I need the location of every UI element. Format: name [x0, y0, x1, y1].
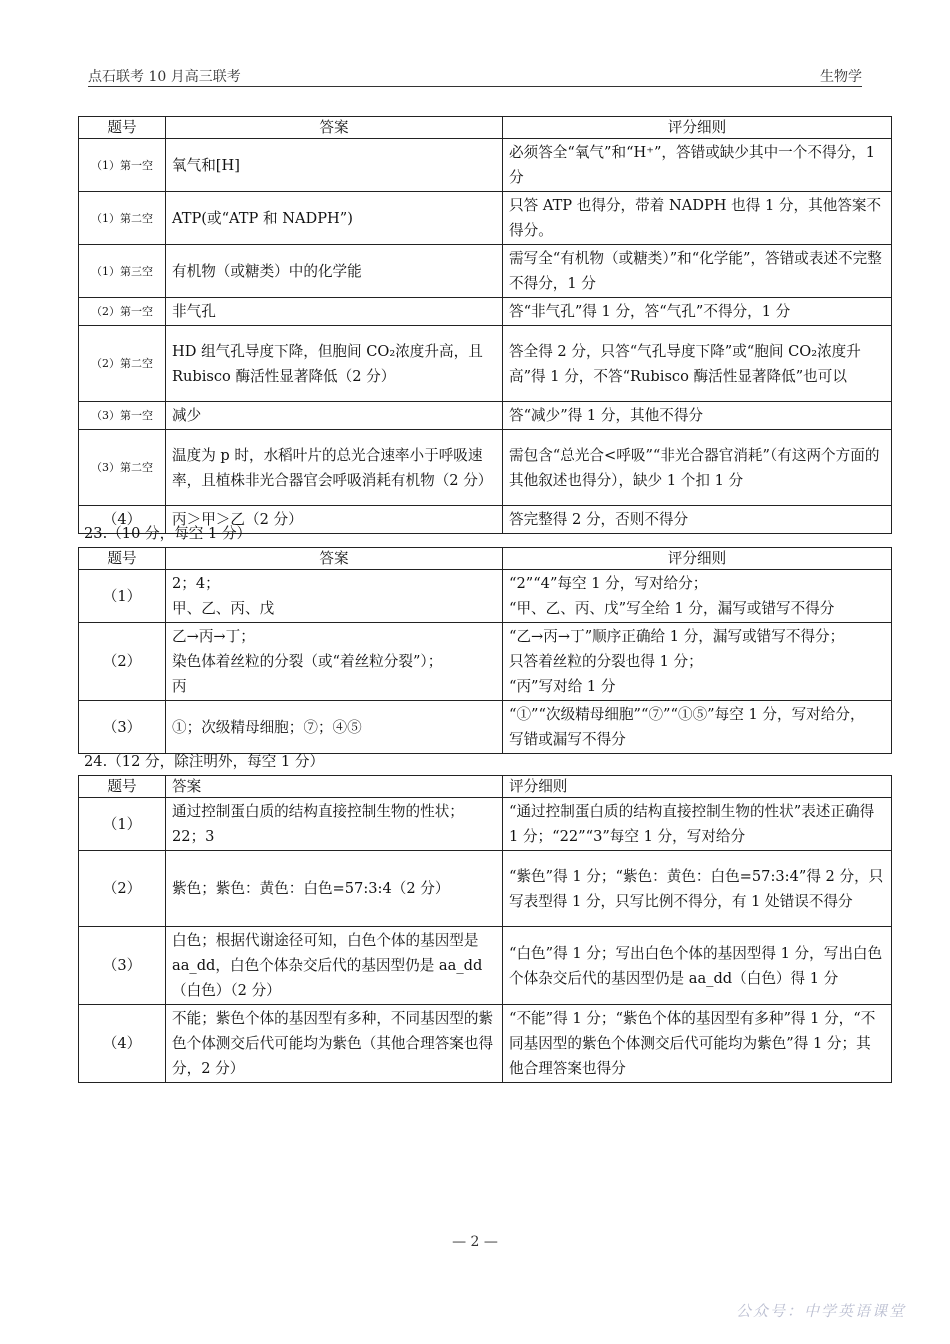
rule-line: “2”“4”每空 1 分，写对给分； [509, 575, 708, 592]
table-row [79, 1005, 892, 1083]
table-q24 [78, 775, 892, 1083]
rule-cell [503, 701, 892, 754]
rule-line: 写错或漏写不得分 [509, 731, 626, 748]
col-answer-header: 答案 [166, 548, 503, 570]
table-row [79, 927, 892, 1005]
question-number: （2）第一空 [79, 298, 166, 326]
table-header-row [79, 776, 892, 798]
rule-cell: 答“非气孔”得 1 分，答“气孔”不得分，1 分 [503, 298, 892, 326]
answer-cell: 非气孔 [166, 298, 503, 326]
table-row [79, 430, 892, 506]
question-number: （1） [79, 570, 166, 623]
answer-line: 染色体着丝粒的分裂（或“着丝粒分裂”）； [172, 653, 443, 670]
question-number: （1）第二空 [79, 192, 166, 245]
rule-cell [503, 623, 892, 701]
col-answer-header: 答案 [166, 117, 503, 139]
answer-cell: 有机物（或糖类）中的化学能 [166, 245, 503, 298]
answer-cell: 通过控制蛋白质的结构直接控制生物的性状；22；3 [166, 798, 503, 851]
question-number: （1）第三空 [79, 245, 166, 298]
table-row [79, 570, 892, 623]
col-rule-header: 评分细则 [503, 548, 892, 570]
answer-line: 乙→丙→丁； [172, 628, 255, 645]
section-24-label: 24.（12 分，除注明外，每空 1 分） [84, 753, 325, 770]
question-number: （3）第一空 [79, 402, 166, 430]
answer-line: 甲、乙、丙、戊 [172, 600, 275, 617]
answer-cell: 温度为 p 时，水稻叶片的总光合速率小于呼吸速率，且植株非光合器官会呼吸消耗有机物（2 分） [166, 430, 503, 506]
answer-line: ①；次级精母细胞；⑦；④⑤ [172, 718, 362, 736]
rule-cell: 答“减少”得 1 分，其他不得分 [503, 402, 892, 430]
col-num-header: 题号 [79, 776, 166, 798]
question-number: （3）第二空 [79, 430, 166, 506]
question-number: （4） [79, 506, 166, 534]
table-row [79, 798, 892, 851]
section-23-label: 23.（10 分，每空 1 分） [84, 525, 252, 542]
rule-cell: 必须答全“氧气”和“H⁺”，答错或缺少其中一个不得分，1 分 [503, 139, 892, 192]
rule-cell: “通过控制蛋白质的结构直接控制生物的性状”表述正确得 1 分；“22”“3”每空 1 分，写对给分 [503, 798, 892, 851]
table-header-row [79, 548, 892, 570]
table-row [79, 851, 892, 927]
table-row [79, 192, 892, 245]
question-number: （3） [79, 701, 166, 754]
col-answer-header: 答案 [166, 776, 503, 798]
table-row [79, 701, 892, 754]
col-rule-header: 评分细则 [503, 117, 892, 139]
question-number: （2） [79, 851, 166, 927]
rule-line: 只答着丝粒的分裂也得 1 分； [509, 653, 703, 670]
answer-cell: 减少 [166, 402, 503, 430]
answer-cell: 丙＞甲＞乙（2 分） [166, 506, 503, 534]
answer-cell: ATP(或“ATP 和 NADPH”) [166, 192, 503, 245]
page-header [88, 64, 862, 87]
answer-line: 2；4； [172, 575, 220, 592]
table-row [79, 623, 892, 701]
answer-cell [166, 623, 503, 701]
exam-title: 点石联考 10 月高三联考 [88, 69, 241, 85]
table-row [79, 139, 892, 192]
rule-line: “①”“次级精母细胞”“⑦”“①⑤”每空 1 分，写对给分， [509, 706, 865, 723]
table-row [79, 326, 892, 402]
watermark-text: 公众号：中学英语课堂 [735, 1302, 906, 1320]
table-q23 [78, 547, 892, 754]
answer-cell: 氧气和[H] [166, 139, 503, 192]
table-q22 [78, 116, 892, 534]
question-number: （2）第二空 [79, 326, 166, 402]
table-row [79, 298, 892, 326]
rule-cell: 答完整得 2 分，否则不得分 [503, 506, 892, 534]
table-header-row [79, 117, 892, 139]
rule-cell: 需包含“总光合<呼吸”“非光合器官消耗”（有这两个方面的其他叙述也得分），缺少 1 个扣 1 分 [503, 430, 892, 506]
page-number: — 2 — [452, 1234, 498, 1250]
question-number: （1） [79, 798, 166, 851]
rule-cell: “白色”得 1 分；写出白色个体的基因型得 1 分，写出白色个体杂交后代的基因型仍是 aa_dd（白色）得 1 分 [503, 927, 892, 1005]
rule-cell: “紫色”得 1 分；“紫色：黄色：白色=57:3:4”得 2 分，只写表型得 1 分，只写比例不得分，有 1 处错误不得分 [503, 851, 892, 927]
table-row [79, 402, 892, 430]
rule-cell [503, 570, 892, 623]
question-number: （1）第一空 [79, 139, 166, 192]
answer-line: 丙 [172, 678, 187, 695]
rule-line: “甲、乙、丙、戊”写全给 1 分，漏写或错写不得分 [509, 600, 835, 617]
question-number: （2） [79, 623, 166, 701]
rule-cell: 只答 ATP 也得分，带着 NADPH 也得 1 分，其他答案不得分。 [503, 192, 892, 245]
table-row [79, 245, 892, 298]
question-number: （3） [79, 927, 166, 1005]
col-rule-header: 评分细则 [503, 776, 892, 798]
answer-cell: HD 组气孔导度下降，但胞间 CO₂浓度升高，且 Rubisco 酶活性显著降低（2 分） [166, 326, 503, 402]
rule-line: “乙→丙→丁”顺序正确给 1 分，漏写或错写不得分； [509, 628, 845, 645]
col-num-header: 题号 [79, 117, 166, 139]
rule-cell: “不能”得 1 分；“紫色个体的基因型有多种”得 1 分，“不同基因型的紫色个体测交后代可能均为紫色”得 1 分；其他合理答案也得分 [503, 1005, 892, 1083]
answer-cell: 不能；紫色个体的基因型有多种，不同基因型的紫色个体测交后代可能均为紫色（其他合理答案也得分，2 分） [166, 1005, 503, 1083]
answer-cell [166, 701, 503, 754]
rule-cell: 需写全“有机物（或糖类）”和“化学能”，答错或表述不完整不得分，1 分 [503, 245, 892, 298]
rule-cell: 答全得 2 分，只答“气孔导度下降”或“胞间 CO₂浓度升高”得 1 分，不答“Rubisco 酶活性显著降低”也可以 [503, 326, 892, 402]
rule-line: “丙”写对给 1 分 [509, 678, 616, 695]
subject-title: 生物学 [820, 69, 862, 85]
question-number: （4） [79, 1005, 166, 1083]
answer-cell [166, 570, 503, 623]
answer-cell: 白色；根据代谢途径可知，白色个体的基因型是 aa_dd，白色个体杂交后代的基因型仍是 aa_dd（白色）（2 分） [166, 927, 503, 1005]
answer-cell: 紫色；紫色：黄色：白色=57:3:4（2 分） [166, 851, 503, 927]
col-num-header: 题号 [79, 548, 166, 570]
